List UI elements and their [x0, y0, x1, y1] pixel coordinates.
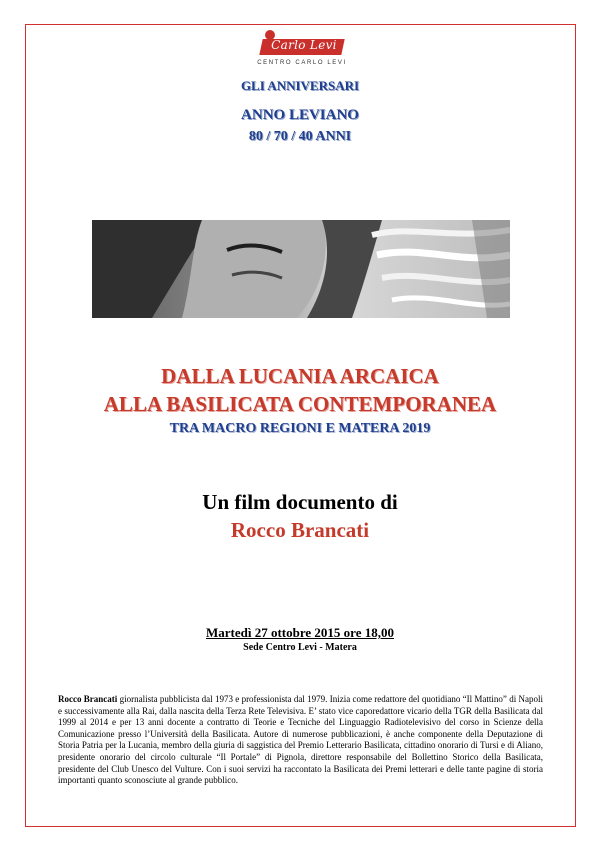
portrait-photo-graphic — [92, 220, 510, 318]
film-author: Rocco Brancati — [230, 518, 370, 542]
event-date: Martedì 27 ottobre 2015 ore 18,00 — [206, 625, 394, 640]
author-biography — [58, 694, 543, 787]
anno-leviano-heading: ANNO LEVIANO — [241, 107, 359, 123]
headline-line-3: TRA MACRO REGIONI E MATERA 2019 — [169, 421, 431, 436]
logo-script-text: Carlo Levi — [271, 38, 337, 52]
portrait-photo — [92, 220, 510, 318]
bio-author-name: Rocco Brancati — [58, 694, 118, 704]
anniversary-heading: GLI ANNIVERSARI — [240, 78, 360, 93]
headline-line-2: ALLA BASILICATA CONTEMPORANEA — [103, 392, 497, 416]
bio-text: giornalista pubblicista dal 1973 e professionista dal 1979. Inizia come redattore del quotidiano “Il Mattino” di Napoli e successivamente alla Rai, dalla nascita della Terza Rete Televisiva. E’ stato vice caporedattore vicario della TGR della Basilicata dal 1999 al 2014 e per 13 anni docente a contratto di Teorie e Tecniche del Linguaggio Radiotelevisivo del corso in Scienze della Comunicazione presso l’Università della Basilicata. Autore di numerose pubblicazioni, è anche componente della Deputazione di Storia Patria per la Lucania, membro della giuria di saggistica del Premio Letterario Basilicata, cittadino onorario di Tursi e di Aliano, presidente onorario del circolo culturale “Il Portale” di Pignola, direttore responsabile del Bollettino Storico della Basilicata, presidente del Club Unesco del Vulture. Con i suoi servizi ha raccontato la Basilicata dei Premi letterari e delle tante pagine di storia importanti quanto sconosciute al grande pubblico. — [58, 694, 544, 786]
event-place: Sede Centro Levi - Matera — [243, 642, 357, 653]
logo-subtitle: CENTRO CARLO LEVI — [257, 60, 347, 66]
years-heading: 80 / 70 / 40 ANNI — [248, 129, 352, 144]
centro-carlo-levi-logo — [255, 30, 349, 70]
film-label: Un film documento di — [202, 490, 398, 514]
headline-line-1: DALLA LUCANIA ARCAICA — [161, 364, 439, 388]
